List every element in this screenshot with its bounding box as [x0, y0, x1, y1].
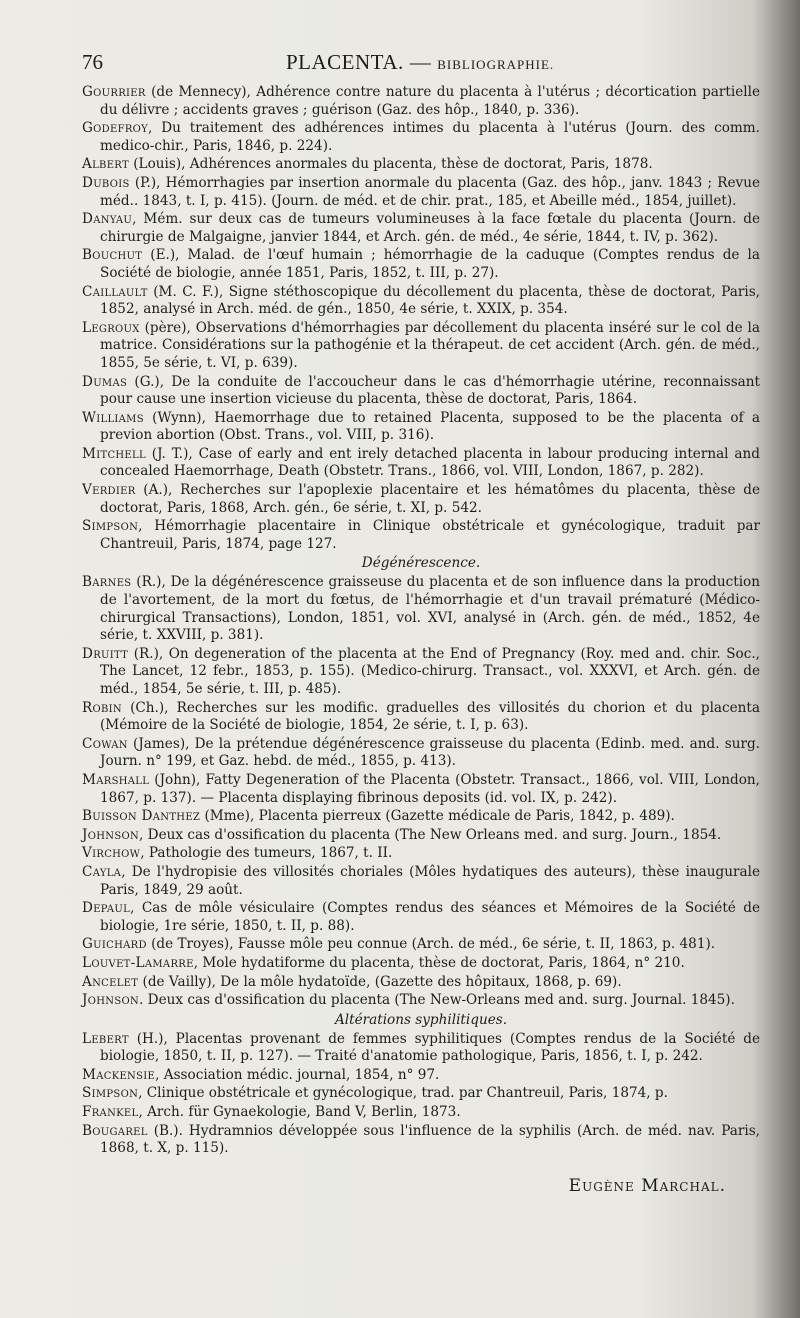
bibliography-entry: [82, 1031, 760, 1066]
entry-citation: (E.), Malad. de l'œuf humain ; hémorrhagie de la caduque (Comptes rendus de la Société de biologie, année 1851, Paris, 1852, t. III, p. 27).: [100, 247, 760, 281]
entry-author: Marshall: [82, 771, 150, 788]
bibliography-entry: [82, 974, 760, 992]
entry-citation: (de Troyes), Fausse môle peu connue (Arch. de méd., 6e série, t. II, 1863, p. 481).: [146, 936, 716, 953]
entry-citation: (G.), De la conduite de l'accoucheur dans le cas d'hémorrhagie utérine, reconnaissant pour cause une insertion vicieuse du placenta, thèse de doctorat, Paris, 1864.: [100, 373, 760, 408]
bibliography-entry: [82, 700, 760, 735]
entry-author: Bouchut: [82, 247, 143, 264]
bibliography-entry: [82, 374, 760, 409]
entry-citation: , Cas de môle vésiculaire (Comptes rendus des séances et Mémoires de la Société de biologie, 1re série, 1850, t. II, p. 88).: [100, 900, 760, 934]
entry-citation: (H.), Placentas provenant de femmes syphilitiques (Comptes rendus de la Société de biologie, 1850, t. II, p. 127). — Traité d'anatomie pathologique, Paris, 1856, t. I, p. 242.: [100, 1030, 760, 1065]
bibliography-entry: [82, 410, 760, 445]
entry-author: Cayla: [82, 863, 122, 880]
bibliography-entry: [82, 247, 760, 282]
bibliography-entry: [82, 646, 760, 699]
page-header: [82, 50, 760, 84]
bibliography-entry: [82, 446, 760, 481]
entry-author: Dumas: [82, 373, 128, 390]
bibliography-entry: [82, 156, 760, 174]
bibliography-entry: [82, 320, 760, 373]
entry-author: Godefroy: [82, 120, 149, 137]
bibliography-entry: [82, 211, 760, 246]
entry-author: Simpson: [82, 518, 139, 535]
entry-author: Robin: [82, 699, 122, 716]
entry-author: Caillault: [82, 283, 148, 300]
bibliography-entry: [82, 955, 760, 973]
running-title-main: PLACENTA.: [286, 50, 404, 74]
bibliography-entry: [82, 518, 760, 553]
page-number: 76: [82, 50, 103, 74]
entry-author: Verdier: [82, 482, 136, 499]
entry-citation: (père), Observations d'hémorrhagies par décollement du placenta inséré sur le col de la matrice. Considérations sur la pathogénie et la thérapeut. de cet accident (Arch. gén. de méd., 1855, 5e série, t. VI, p. 639).: [100, 319, 760, 371]
entry-author: Depaul: [82, 900, 131, 917]
entry-author: Virchow: [82, 845, 141, 862]
bibliography-entry: [82, 736, 760, 771]
bibliography-list-hemorrhage: [82, 84, 760, 553]
entry-citation: , Clinique obstétricale et gynécologique, trad. par Chantreuil, Paris, 1874, p.: [138, 1085, 668, 1102]
running-title: [286, 50, 554, 75]
entry-author: Gourrier: [82, 84, 146, 100]
entry-citation: , Deux cas d'ossification du placenta (The New Orleans med. and surg. Journ., 1854.: [139, 826, 722, 843]
entry-citation: (Louis), Adhérences anormales du placenta, thèse de doctorat, Paris, 1878.: [128, 156, 653, 173]
bibliography-entry: [82, 827, 760, 845]
bibliography-entry: [82, 1123, 760, 1158]
bibliography-list-degenerescence: [82, 574, 760, 1009]
entry-author: Frankel: [82, 1104, 139, 1121]
entry-author: Simpson: [82, 1085, 139, 1102]
bibliography-entry: [82, 1067, 760, 1085]
entry-author: Cowan: [82, 735, 128, 752]
entry-author: Guichard: [82, 936, 147, 953]
entry-citation: , De l'hydropisie des villosités choriales (Môles hydatiques des auteurs), thèse inaugurale Paris, 1849, 29 août.: [100, 863, 760, 898]
entry-citation: (Wynn), Haemorrhage due to retained Placenta, supposed to be the placenta of a previon abortion (Obst. Trans., vol. VIII, p. 316).: [100, 409, 760, 444]
entry-citation: (P.), Hémorrhagies par insertion anormale du placenta (Gaz. des hôp., janv. 1843 ; Revue méd.. 1843, t. I, p. 415). (Journ. de méd. et de chir. prat., 185, et Abeille méd., 1854, juillet).: [100, 174, 760, 209]
entry-citation: (A.), Recherches sur l'apoplexie placentaire et les hématômes du placenta, thèse de doctorat, Paris, 1868, Arch. gén., 6e série, t. XI, p. 542.: [100, 482, 760, 516]
entry-citation: (de Vailly), De la môle hydatoïde, (Gazette des hôpitaux, 1868, p. 69).: [138, 973, 622, 990]
bibliography-entry: [82, 808, 760, 826]
bibliography-entry: [82, 864, 760, 899]
running-title-subtitle: BIBLIOGRAPHIE.: [437, 57, 555, 72]
entry-citation: (Mme), Placenta pierreux (Gazette médicale de Paris, 1842, p. 489).: [200, 808, 675, 825]
running-title-separator: —: [409, 50, 432, 74]
entry-author: Bougarel: [82, 1122, 148, 1139]
bibliography-entry: [82, 175, 760, 210]
bibliography-entry: [82, 936, 760, 954]
entry-citation: (M. C. F.), Signe stéthoscopique du décollement du placenta, thèse de doctorat, Paris, 1852, analysé in Arch. méd. de gén., 1850, 4e série, t. XXIX, p. 354.: [100, 283, 760, 318]
bibliography-entry: [82, 1085, 760, 1103]
bibliography-entry: [82, 482, 760, 517]
entry-citation: (James), De la prétendue dégénérescence graisseuse du placenta (Edinb. med. and. surg. Journ. n° 199, et Gaz. hebd. de méd., 1855, p. 413).: [100, 735, 760, 770]
entry-author: Mackensie: [82, 1066, 156, 1083]
entry-citation: , Association médic. journal, 1854, n° 97.: [155, 1066, 440, 1083]
entry-author: Legroux: [82, 319, 140, 336]
bibliography-entry: [82, 574, 760, 644]
entry-citation: (John), Fatty Degeneration of the Placenta (Obstetr. Transact., 1866, vol. VIII, London, 1867, p. 137). — Placenta displaying fibrinous deposits (id. vol. IX, p. 242).: [100, 771, 760, 806]
entry-author: Johnson: [82, 826, 140, 843]
bibliography-entry: [82, 772, 760, 807]
bibliography-entry: [82, 1104, 760, 1122]
entry-author: Barnes: [82, 574, 132, 591]
entry-author: Buisson Danthez: [82, 808, 201, 825]
entry-citation: (Ch.), Recherches sur les modific. graduelles des villosités du chorion et du placenta (Mémoire de la Société de biologie, 1854, 2e série, t. I, p. 63).: [100, 699, 760, 734]
entry-citation: (de Mennecy), Adhérence contre nature du placenta à l'utérus ; décortication partielle du délivre ; accidents graves ; guérison (Gaz. des hôp., 1840, p. 336).: [100, 84, 760, 118]
entry-citation: , Du traitement des adhérences intimes du placenta à l'utérus (Journ. des comm. medico-chir., Paris, 1846, p. 224).: [100, 120, 760, 154]
entry-citation: , Hémorrhagie placentaire in Clinique obstétricale et gynécologique, traduit par Chantreuil, Paris, 1874, page 127.: [100, 518, 760, 552]
bibliography-entry: [82, 900, 760, 935]
entry-citation: , Mole hydatiforme du placenta, thèse de doctorat, Paris, 1864, n° 210.: [193, 954, 685, 971]
entry-citation: , Mém. sur deux cas de tumeurs volumineuses à la face fœtale du placenta (Journ. de chirurgie de Malgaigne, janvier 1844, et Arch. gén. de méd., 4e série, 1844, t. IV, p. 362).: [100, 211, 760, 245]
entry-author: Lebert: [82, 1030, 129, 1047]
author-signature: Eugène Marchal.: [568, 1175, 726, 1196]
entry-author: Dubois: [82, 174, 130, 191]
bibliography-entry: [82, 284, 760, 319]
entry-citation: (R.), De la dégénérescence graisseuse du placenta et de son influence dans la production de l'avortement, de la mort du fœtus, de l'hémorrhagie et d'un travail prématuré (Médico-chirurgical Transactions), London, 1851, vol. XVI, analysé in (Arch. gén. de méd., 1852, 4e série, t. XXVIII, p. 381).: [100, 574, 760, 644]
entry-author: Williams: [82, 409, 144, 426]
section-heading-degenerescence: Dégénérescence.: [361, 555, 481, 572]
entry-author: Druitt: [82, 645, 129, 662]
entry-citation: . Deux cas d'ossification du placenta (The New-Orleans med and. surg. Journal. 1845).: [139, 992, 735, 1009]
entry-citation: , Arch. für Gynaekologie, Band V, Berlin, 1873.: [138, 1104, 461, 1121]
entry-author: Johnson: [82, 992, 140, 1009]
entry-author: Danyau: [82, 211, 133, 228]
bibliography-entry: [82, 992, 760, 1010]
entry-citation: (B.). Hydramnios développée sous l'influence de la syphilis (Arch. de méd. nav. Paris, 1868, t. X, p. 115).: [100, 1122, 760, 1157]
bibliography-list-syphilis: [82, 1031, 760, 1158]
entry-author: Ancelet: [82, 973, 139, 990]
entry-citation: , Pathologie des tumeurs, 1867, t. II.: [140, 845, 393, 862]
bibliography-entry: [82, 120, 760, 155]
entry-citation: (R.), On degeneration of the placenta at the End of Pregnancy (Roy. med and. chir. Soc., The Lancet, 12 febr., 1853, p. 155). (Medico-chirurg. Transact., vol. XXXVI, et Arch. gén. de méd., 1854, 5e série, t. III, p. 485).: [100, 645, 760, 697]
entry-citation: (J. T.), Case of early and ent irely detached placenta in labour producing internal and concealed Haemorrhage, Death (Obstetr. Trans., 1866, vol. VIII, London, 1867, p. 282).: [100, 445, 760, 480]
entry-author: Louvet-Lamarre: [82, 954, 194, 971]
bibliography-entry: [82, 84, 760, 119]
entry-author: Mitchell: [82, 445, 146, 462]
bibliography-entry: [82, 845, 760, 863]
section-heading-alterations: Altérations syphilitiques.: [334, 1011, 508, 1028]
entry-author: Albert: [82, 156, 129, 173]
